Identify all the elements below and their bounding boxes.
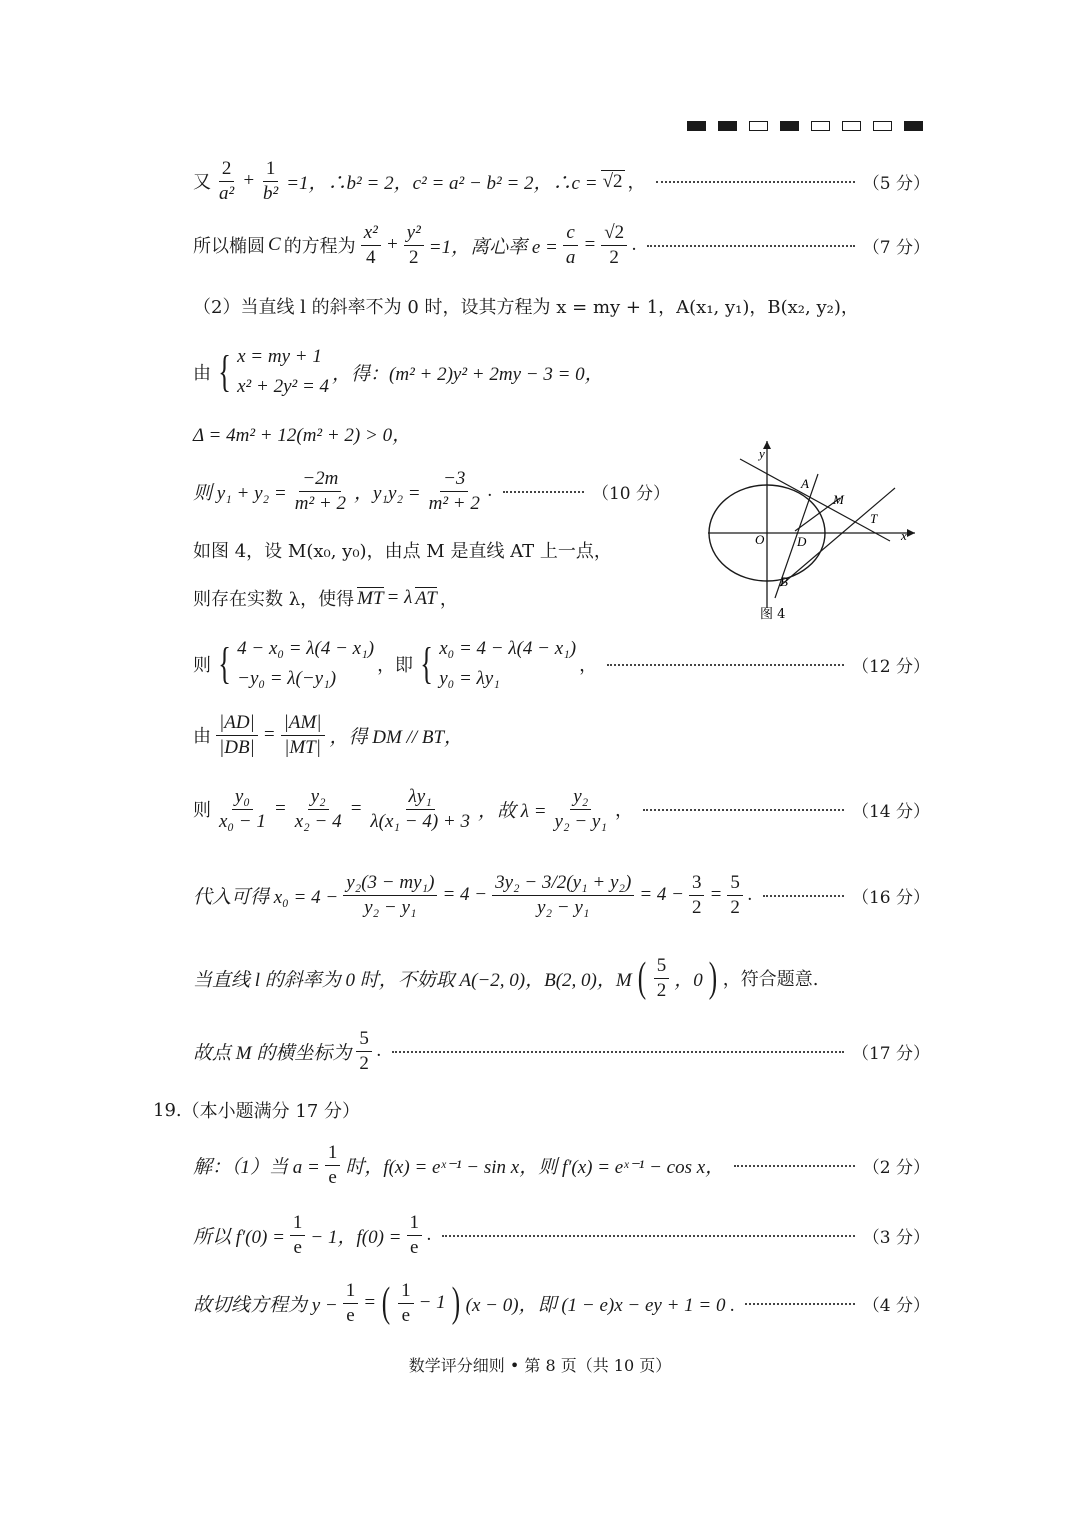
fraction: $\frac{|AM|}{|MT|}$ bbox=[281, 712, 325, 759]
header-mark bbox=[904, 121, 923, 131]
fraction: $\frac{1}{e}$ bbox=[325, 1142, 341, 1189]
label-d: D bbox=[797, 534, 807, 549]
figure-caption: 图 4 bbox=[760, 607, 786, 622]
fraction: $\frac{\text{λy₁}}{\text{λ(x₁ − 4) + 3}}$ bbox=[370, 786, 470, 832]
score: （7 分） bbox=[862, 237, 930, 258]
text: （2）当直线 l 的斜率不为 0 时，设其方程为 x = my + 1，A(x₁, y₁)，B(x₂, y₂)， bbox=[193, 297, 859, 318]
vector-at: AT bbox=[415, 587, 437, 609]
equation-system: { x₀ = 4 − λ(4 − x₁) y₀ = λy₁ bbox=[420, 638, 577, 690]
score: （5 分） bbox=[862, 173, 930, 194]
fraction: $\frac{\text{y₀}}{\text{x₀ − 1}}$ bbox=[219, 786, 266, 832]
fraction: $\frac{2}{\text{a²}}$ bbox=[219, 158, 235, 204]
dot-leader bbox=[656, 181, 855, 183]
fraction: $\frac{\text{y₂}}{\text{y₂ − y₁}}$ bbox=[554, 786, 607, 832]
solution-line-8: 则存在实数 λ，使得 MT = λ AT ， bbox=[193, 587, 458, 610]
header-mark bbox=[687, 121, 706, 131]
header-mark bbox=[842, 121, 861, 131]
equation-system: { x = my + 1 x² + 2y² = 4 bbox=[218, 346, 330, 398]
fraction: $\frac{-3}{\text{m² + 2}}$ bbox=[428, 468, 480, 514]
score: （4 分） bbox=[862, 1295, 930, 1316]
solution-line-10: 由 $\frac{|AD|}{|DB|}$ = $\frac{|AM|}{|MT|}$ ，得 DM // BT， bbox=[193, 712, 464, 758]
score: （3 分） bbox=[862, 1227, 930, 1248]
equation-text: =1，∴b² = 2，c² = a² − b² = 2，∴c = bbox=[286, 172, 598, 194]
dot-leader bbox=[503, 491, 584, 493]
solution-line-1: 又 $\frac{2}{\text{a²}}$ + $\frac{1}{\text{b²}}$ =1，∴b² = 2，c² = a² − b² = 2，∴c = √2 ， （5 分） bbox=[193, 158, 930, 204]
fraction: $\frac{1}{e}$ bbox=[407, 1212, 423, 1259]
fraction: $\frac{\text{x²}}{4}$ bbox=[361, 222, 381, 269]
dot-leader bbox=[643, 809, 844, 811]
page-footer: 数学评分细则 • 第 8 页（共 10 页） bbox=[408, 1356, 672, 1375]
header-mark bbox=[718, 121, 737, 131]
solution-line-17: 故切线方程为 y − $\frac{1}{e}$ = ( $\frac{1}{e}$ − 1 ) (x − 0)，即 (1 − e)x − ey + 1 = 0 . （4 分） bbox=[193, 1280, 930, 1327]
header-mark bbox=[811, 121, 830, 131]
fraction: $\frac{3}{2}$ bbox=[689, 872, 705, 919]
fraction: $\frac{5}{2}$ bbox=[654, 955, 670, 1002]
header-mark bbox=[780, 121, 799, 131]
solution-line-9: 则 { 4 − x₀ = λ(4 − x₁) −y₀ = λ(−y₁) ，即 { x₀ = 4 − λ(4 − x₁) y₀ = λy₁ ， （12 分） bbox=[193, 634, 930, 695]
score: （14 分） bbox=[851, 801, 930, 822]
fraction: $\frac{-2m}{\text{m² + 2}}$ bbox=[294, 468, 346, 514]
line-at bbox=[740, 459, 890, 541]
dot-leader bbox=[607, 664, 844, 666]
fraction: $\frac{\text{3y₂ − 3/2(y₁ + y₂)}}{\text{y₂ − y₁}}$ bbox=[492, 872, 634, 919]
score: （2 分） bbox=[862, 1157, 930, 1178]
header-mark bbox=[749, 121, 768, 131]
header-mark bbox=[873, 121, 892, 131]
x-axis-arrow bbox=[907, 529, 915, 537]
solution-line-11: 则 $\frac{\text{y₀}}{\text{x₀ − 1}}$ = $\frac{\text{y₂}}{\text{x₂ − 4}}$ = $\frac{\text{λy₁}}{\text{λ(x₁ − 4) + 3}}$ ，故 λ = $\frac{\text{y₂}}{\text{y₂ − y₁}}$ ， （14 分） bbox=[193, 786, 930, 832]
fraction: $\frac{|AD|}{|DB|}$ bbox=[216, 712, 258, 759]
label-m: M bbox=[833, 492, 844, 507]
sqrt-value: √2 bbox=[602, 170, 623, 192]
label-o: O bbox=[755, 532, 765, 547]
fraction: $\frac{1}{e}$ bbox=[290, 1212, 306, 1259]
fraction: $\frac{1}{e}$ bbox=[343, 1280, 359, 1327]
solution-line-16: 所以 f′(0) = $\frac{1}{e}$ − 1，f(0) = $\frac{1}{e}$ . （3 分） bbox=[193, 1212, 930, 1258]
vector-mt: MT bbox=[357, 587, 384, 609]
score: （10 分） bbox=[591, 483, 670, 504]
ellipse-figure bbox=[700, 436, 920, 626]
solution-line-12: 代入可得 x₀ = 4 − $\frac{\text{y₂(3 − my₁)}}{\text{y₂ − y₁}}$ = 4 − $\frac{\text{3y₂ − 3/2(y₁ + y₂)}}{\text{y₂ − y₁}}$ = 4 − $\frac{3}{2}$ = $\frac{5}{2}$ . （16 分） bbox=[193, 872, 930, 918]
solution-line-3 bbox=[193, 293, 930, 319]
label-a: A bbox=[801, 476, 809, 491]
fraction: $\frac{1}{\text{b²}}$ bbox=[263, 158, 279, 204]
solution-line-13: 当直线 l 的斜率为 0 时，不妨取 A(−2, 0)，B(2, 0)，M ( $\frac{5}{2}$ ，0 ) ，符合题意. bbox=[193, 955, 819, 1002]
solution-line-6: 则 y₁ + y₂ = $\frac{-2m}{\text{m² + 2}}$ ，y₁y₂ = $\frac{-3}{\text{m² + 2}}$ . （10 分） bbox=[193, 468, 670, 514]
score: （12 分） bbox=[851, 656, 930, 677]
dot-leader bbox=[647, 245, 855, 247]
dot-leader bbox=[734, 1165, 855, 1167]
fraction: $\frac{1}{e}$ bbox=[398, 1280, 414, 1327]
label-b: B bbox=[780, 574, 788, 589]
dot-leader bbox=[763, 895, 844, 897]
question-number: 19. bbox=[153, 1099, 182, 1121]
fraction: $\frac{\text{y₂}}{\text{x₂ − 4}}$ bbox=[294, 786, 342, 832]
header-marks bbox=[687, 121, 923, 131]
fraction: $\frac{\text{y²}}{2}$ bbox=[404, 222, 424, 269]
fraction: $\frac{5}{2}$ bbox=[356, 1028, 372, 1075]
solution-line-15: 解：（1）当 a = $\frac{1}{e}$ 时，f(x) = eˣ⁻¹ − sin x，则 f′(x) = eˣ⁻¹ − cos x， （2 分） bbox=[193, 1142, 930, 1188]
dot-leader bbox=[745, 1303, 855, 1305]
fraction: $\frac{√2}{2}$ bbox=[601, 222, 627, 269]
label-t: T bbox=[870, 511, 878, 526]
fraction: $\frac{5}{2}$ bbox=[727, 872, 743, 919]
score: （17 分） bbox=[851, 1043, 930, 1064]
dot-leader bbox=[442, 1235, 855, 1237]
solution-line-2: 所以椭圆 C 的方程为 $\frac{\text{x²}}{4}$ + $\frac{\text{y²}}{2}$ =1，离心率 e = $\frac{c}{a}$ = $\frac{√2}{2}$ . （7 分） bbox=[193, 222, 930, 268]
fraction: $\frac{c}{a}$ bbox=[563, 222, 579, 269]
label-y: y bbox=[759, 446, 765, 461]
question-title: （本小题满分 17 分） bbox=[181, 1101, 360, 1122]
dot-leader bbox=[392, 1051, 844, 1053]
text: 如图 4，设 M(x₀, y₀)，由点 M 是直线 AT 上一点， bbox=[193, 541, 612, 562]
question-19-heading bbox=[153, 1097, 360, 1123]
fraction: $\frac{\text{y₂(3 − my₁)}}{\text{y₂ − y₁}}$ bbox=[343, 872, 437, 919]
score: （16 分） bbox=[851, 887, 930, 908]
solution-line-7 bbox=[193, 537, 670, 563]
label-x: x bbox=[901, 528, 907, 543]
text: 又 bbox=[193, 172, 211, 194]
solution-line-14: 故点 M 的横坐标为 $\frac{5}{2}$ . （17 分） bbox=[193, 1028, 930, 1074]
equation-system: { 4 − x₀ = λ(4 − x₁) −y₀ = λ(−y₁) bbox=[218, 638, 375, 690]
solution-line-4: 由 { x = my + 1 x² + 2y² = 4 ，得：(m² + 2)y² + 2my − 3 = 0， bbox=[193, 342, 930, 403]
equation-text: Δ = 4m² + 12(m² + 2) > 0， bbox=[193, 425, 412, 446]
